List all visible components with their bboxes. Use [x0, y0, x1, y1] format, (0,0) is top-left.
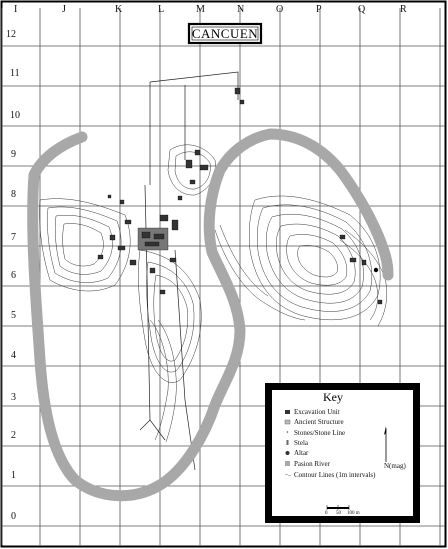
altar-marker — [374, 268, 378, 272]
row-label: 12 — [6, 29, 16, 40]
row-label: 8 — [11, 189, 16, 200]
column-label: P — [316, 4, 322, 15]
column-label: K — [115, 4, 123, 15]
stones-icon — [287, 431, 289, 433]
column-label: I — [14, 4, 18, 15]
column-label: M — [196, 4, 205, 15]
legend-item-label: Pasion River — [294, 460, 330, 468]
map-title: CANCUEN — [191, 26, 259, 41]
scale-label: 100 m — [347, 511, 360, 516]
row-label: 4 — [11, 350, 16, 361]
column-label: L — [158, 4, 165, 15]
row-label: 2 — [11, 430, 16, 441]
column-label: Q — [358, 4, 366, 15]
legend-item-label: Stela — [294, 439, 308, 447]
row-label: 1 — [11, 470, 16, 481]
altar-icon — [286, 451, 290, 455]
row-label: 5 — [11, 310, 16, 321]
column-label: R — [400, 4, 407, 15]
row-label: 6 — [11, 270, 16, 281]
legend-item-label: Ancient Structure — [294, 418, 344, 426]
legend-box — [265, 383, 420, 523]
row-label: 11 — [10, 68, 20, 79]
title-box — [189, 24, 261, 43]
scale-label: 0 — [325, 511, 328, 516]
excavation-unit-icon — [285, 410, 290, 414]
legend-item-label: Contour Lines (1m intervals) — [294, 471, 376, 479]
legend-item-label: Altar — [294, 449, 309, 457]
north-label: N(mag) — [384, 462, 406, 470]
stela-icon — [287, 440, 289, 445]
legend-item-label: Excavation Unit — [294, 408, 340, 416]
legend-title: Key — [323, 390, 343, 404]
row-label: 3 — [11, 392, 16, 403]
column-label: O — [276, 4, 284, 15]
row-label: 10 — [10, 110, 20, 121]
column-label: J — [62, 4, 66, 15]
scale-label: 50 — [336, 511, 341, 516]
legend-item-label: Stones/Stone Line — [294, 429, 346, 437]
row-label: 9 — [11, 149, 16, 160]
column-label: N — [237, 4, 245, 15]
row-label: 7 — [11, 232, 16, 243]
pasion-river-icon — [285, 461, 290, 466]
row-label: 0 — [11, 511, 16, 522]
ancient-structure-icon — [285, 420, 290, 424]
